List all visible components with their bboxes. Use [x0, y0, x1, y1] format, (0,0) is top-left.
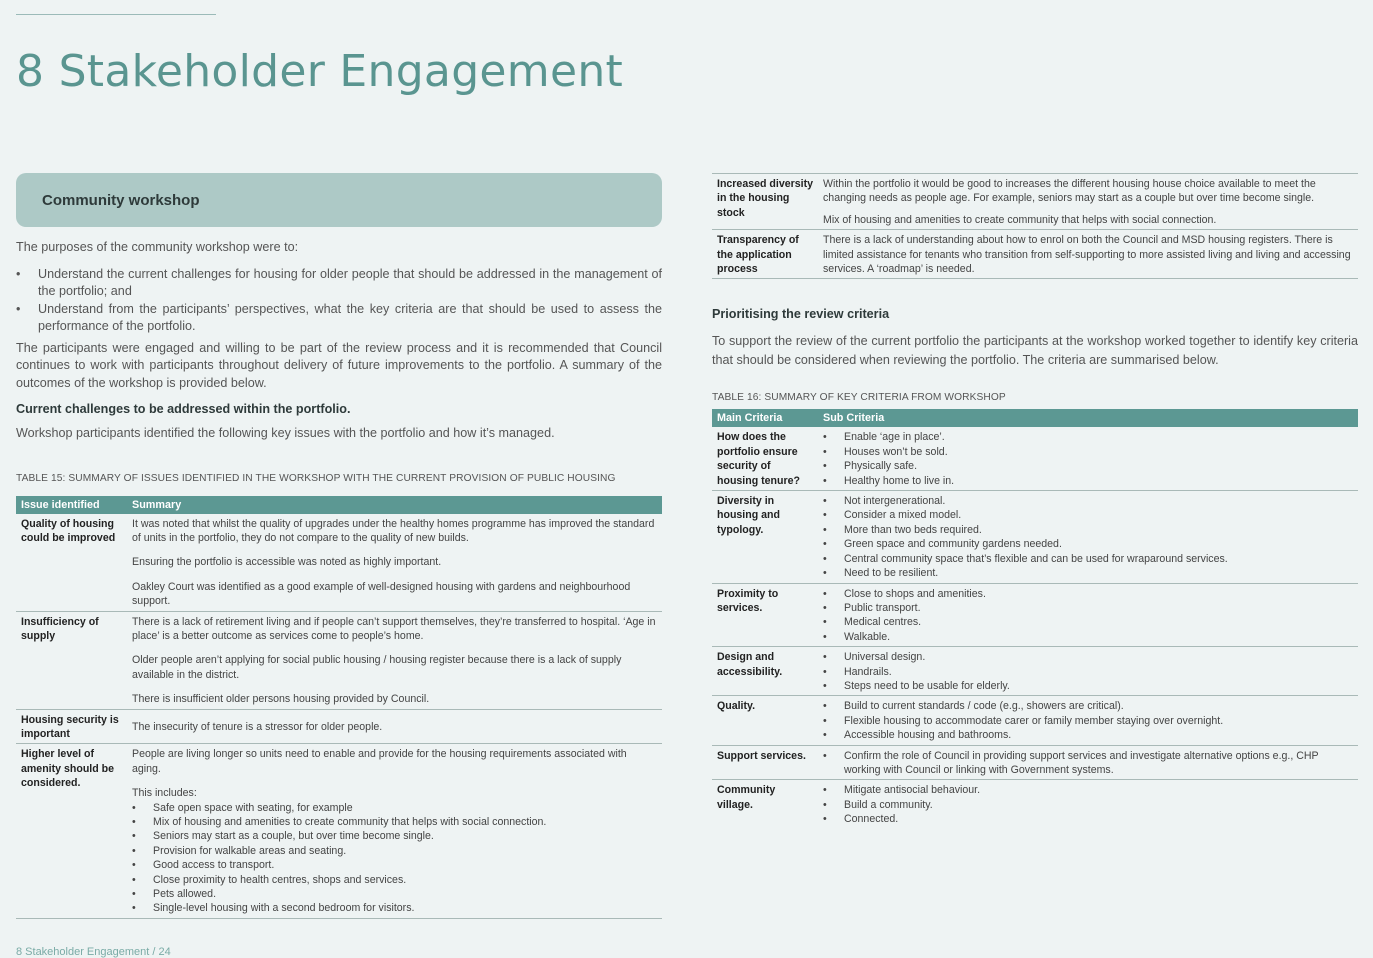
list-item: • More than two beds required. — [823, 523, 1353, 537]
table16 — [712, 409, 1358, 828]
list-item: • Connected. — [823, 812, 1353, 826]
summary-cell — [127, 744, 662, 918]
list-item: • Pets allowed. — [132, 887, 657, 901]
sub-criteria-cell — [818, 780, 1358, 829]
list-item: • Single-level housing with a second bedroom for visitors. — [132, 901, 657, 915]
table16-caption: TABLE 16: SUMMARY OF KEY CRITERIA FROM WORKSHOP — [712, 392, 1006, 404]
purpose-item: • Understand from the participants’ perspectives, what the key criteria are that should be used to assess the performance of the portfolio. — [16, 301, 662, 335]
table-row — [712, 230, 1358, 279]
list-item: • Not intergenerational. — [823, 494, 1353, 508]
list-item: • Mitigate antisocial behaviour. — [823, 783, 1353, 797]
summary-cell — [127, 611, 662, 709]
issue-cell: Housing security is important — [16, 709, 127, 744]
amenity-list — [132, 801, 657, 916]
list-item: • Handrails. — [823, 665, 1353, 679]
support-paragraph: To support the review of the current portfolio the participants at the workshop worked together to identify key criteria that should be considered when reviewing the portfolio. The criteria are summarised below. — [712, 334, 1358, 368]
list-item: • Mix of housing and amenities to create community that helps with social connection. — [132, 815, 657, 829]
table-row — [712, 745, 1358, 780]
table15 — [16, 496, 662, 919]
table-header-sub-criteria: Sub Criteria — [818, 409, 1358, 427]
summary-paragraph: Oakley Court was identified as a good example of well-designed housing with gardens and neighbourhood support. — [132, 580, 631, 608]
summary-cell — [127, 514, 662, 612]
summary-paragraph: The insecurity of tenure is a stressor for older people. — [132, 720, 383, 733]
header-rule — [16, 14, 216, 15]
list-item: • Build to current standards / code (e.g., showers are critical). — [823, 699, 1353, 713]
purpose-item: • Understand the current challenges for housing for older people that should be addressed in the management of the portfolio; and — [16, 266, 662, 300]
participants-paragraph: The participants were engaged and willing to be part of the review process and it is recommended that Council continues to work with participants throughout delivery of future improvements to the portfolio. A summary of the outcomes of the workshop is provided below. — [16, 340, 662, 390]
sub-criteria-cell — [818, 745, 1358, 780]
summary-cell — [818, 230, 1358, 279]
sub-criteria-cell — [818, 491, 1358, 583]
criteria-cell: Diversity in housing and typology. — [712, 491, 818, 583]
sub-criteria-list — [823, 587, 1353, 645]
table-row — [712, 174, 1358, 230]
table-row — [16, 744, 662, 918]
list-item: • Universal design. — [823, 650, 1353, 664]
sub-criteria-list — [823, 699, 1353, 742]
list-item: • Consider a mixed model. — [823, 508, 1353, 522]
list-item: • Good access to transport. — [132, 858, 657, 872]
list-item: • Walkable. — [823, 630, 1353, 644]
sub-criteria-list — [823, 783, 1353, 826]
issue-cell: Increased diversity in the housing stock — [712, 174, 818, 230]
issue-cell: Quality of housing could be improved — [16, 514, 127, 612]
list-item: • Provision for walkable areas and seating. — [132, 844, 657, 858]
sub-criteria-cell — [818, 427, 1358, 490]
table-row — [712, 647, 1358, 696]
summary-paragraph: Within the portfolio it would be good to increases the different housing house choice available to meet the changing needs as people age. For example, seniors may start as a couple but over time become single. — [823, 178, 1316, 205]
table-row — [712, 780, 1358, 829]
criteria-cell: Design and accessibility. — [712, 647, 818, 696]
section-title: Community workshop — [42, 191, 200, 209]
table-row — [16, 514, 662, 612]
table15-continued — [712, 173, 1358, 279]
sub-criteria-cell — [818, 696, 1358, 745]
list-item: • Public transport. — [823, 601, 1353, 615]
list-item: • Houses won’t be sold. — [823, 445, 1353, 459]
sub-criteria-list — [823, 430, 1353, 488]
table-row — [712, 427, 1358, 490]
right-column — [712, 173, 1358, 829]
table-header-issue: Issue identified — [16, 496, 127, 514]
criteria-cell: How does the portfolio ensure security of housing tenure? — [712, 427, 818, 490]
summary-paragraph: It was noted that whilst the quality of upgrades under the healthy homes programme has improved the standard of units in the portfolio, they do not compare to the quality of new builds. — [132, 517, 655, 544]
table-header-summary: Summary — [127, 496, 662, 514]
summary-paragraph: Older people aren’t applying for social public housing / housing register because there is a lack of supply available in the district. — [132, 654, 622, 681]
list-item: • Physically safe. — [823, 459, 1353, 473]
list-item: • Green space and community gardens needed. — [823, 537, 1353, 551]
list-item: • Confirm the role of Council in providing support services and investigate alternative options e.g., CHP working with Council or linking with Government systems. — [823, 749, 1353, 778]
sub-criteria-list — [823, 494, 1353, 580]
sub-criteria-cell — [818, 647, 1358, 696]
summary-paragraph: Ensuring the portfolio is accessible was noted as highly important. — [132, 556, 442, 569]
sub-criteria-list — [823, 650, 1353, 693]
challenges-heading: Current challenges to be addressed within the portfolio. — [16, 402, 351, 416]
criteria-cell: Proximity to services. — [712, 583, 818, 647]
table-row — [712, 583, 1358, 647]
summary-cell — [818, 174, 1358, 230]
table-header-main-criteria: Main Criteria — [712, 409, 818, 427]
sub-criteria-list — [823, 749, 1353, 778]
intro-paragraph: The purposes of the community workshop were to: — [16, 240, 299, 254]
issue-cell: Transparency of the application process — [712, 230, 818, 279]
summary-paragraph: There is a lack of understanding about how to enrol on both the Council and MSD housing registers. There is limited assistance for tenants who transition from self-supporting to more assisted living and living and accessing services. A ‘roadmap’ is needed. — [823, 234, 1351, 276]
table15-caption: TABLE 15: SUMMARY OF ISSUES IDENTIFIED IN THE WORKSHOP WITH THE CURRENT PROVISION OF PUBLIC HOUSING — [16, 472, 616, 484]
list-item: • Build a community. — [823, 798, 1353, 812]
summary-cell — [127, 709, 662, 744]
list-item: • Close proximity to health centres, shops and services. — [132, 873, 657, 887]
page-title: 8 Stakeholder Engagement — [16, 46, 624, 97]
purposes-list — [16, 266, 662, 335]
list-item: • Seniors may start as a couple, but over time become single. — [132, 829, 657, 843]
list-item: • Accessible housing and bathrooms. — [823, 728, 1353, 742]
section-heading-box — [16, 173, 662, 227]
list-item: • Steps need to be usable for elderly. — [823, 679, 1353, 693]
list-item: • Healthy home to live in. — [823, 474, 1353, 488]
prioritising-heading: Prioritising the review criteria — [712, 307, 890, 322]
sub-criteria-cell — [818, 583, 1358, 647]
list-item: • Safe open space with seating, for example — [132, 801, 657, 815]
summary-paragraph: There is insufficient older persons housing provided by Council. — [132, 693, 430, 706]
left-column — [16, 173, 662, 919]
page-footer: 8 Stakeholder Engagement / 24 — [16, 946, 171, 958]
table-row — [712, 696, 1358, 745]
summary-paragraph: There is a lack of retirement living and if people can’t support themselves, they’re transferred to hospital. ‘Age in place’ is a better outcome as services come to people’s home. — [132, 615, 656, 642]
list-item: • Close to shops and amenities. — [823, 587, 1353, 601]
list-item: • Enable ‘age in place’. — [823, 430, 1353, 444]
criteria-cell: Quality. — [712, 696, 818, 745]
list-item: • Need to be resilient. — [823, 566, 1353, 580]
criteria-cell: Community village. — [717, 784, 776, 811]
summary-paragraph: Mix of housing and amenities to create community that helps with social connection. — [823, 213, 1217, 226]
table-row — [16, 709, 662, 744]
summary-paragraph: This includes: — [132, 787, 197, 800]
list-item: • Central community space that’s flexible and can be used for wraparound services. — [823, 552, 1353, 566]
identified-paragraph: Workshop participants identified the following key issues with the portfolio and how it’s managed. — [16, 426, 555, 440]
issue-cell: Insufficiency of supply — [16, 611, 127, 709]
criteria-cell: Support services. — [712, 745, 818, 780]
list-item: • Medical centres. — [823, 615, 1353, 629]
table-row — [712, 491, 1358, 583]
table-row — [16, 611, 662, 709]
issue-cell: Higher level of amenity should be considered. — [16, 744, 127, 918]
summary-paragraph: People are living longer so units need to enable and provide for the housing requirements associated with aging. — [132, 748, 627, 775]
list-item: • Flexible housing to accommodate carer or family member staying over overnight. — [823, 714, 1353, 728]
